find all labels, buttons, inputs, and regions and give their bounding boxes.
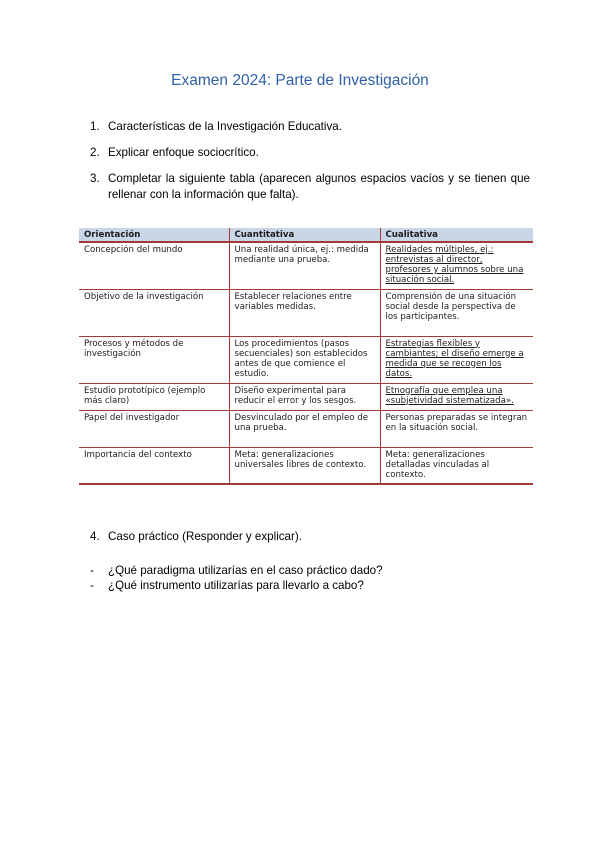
table-cell: Meta: generalizaciones universales libres de contexto. [229, 447, 380, 484]
table-cell: Papel del investigador [79, 410, 229, 447]
table-row [79, 383, 533, 410]
table-cell: Diseño experimental para reducir el error y los sesgos. [229, 383, 380, 410]
table-row [79, 289, 533, 336]
question-2 [90, 145, 530, 161]
question-text: Completar la siguiente tabla (aparecen algunos espacios vacíos y se tienen que rellenar con la información que falta). [108, 172, 530, 201]
list-item-text: ¿Qué paradigma utilizarías en el caso práctico dado? [108, 564, 383, 577]
header-quantitative: Cuantitativa [229, 228, 380, 242]
table-cell: Importancia del contexto [79, 447, 229, 484]
table-cell: Concepción del mundo [84, 245, 183, 255]
table-cell: Etnografía que emplea una «subjetividad sistematizada». [380, 383, 533, 410]
bullet-dash: - [90, 564, 94, 577]
table-cell: Comprensión de una situación social desde la perspectiva de los participantes. [380, 289, 533, 336]
question-number: 2. [90, 146, 100, 159]
table-cell: Procesos y métodos de investigación [79, 336, 229, 383]
question-1 [90, 119, 530, 135]
table-cell: Estudio prototípico (ejemplo más claro) [79, 383, 229, 410]
table-cell: Realidades múltiples, ej.: entrevistas al director, profesores y alumnos sobre una situación social. [380, 242, 533, 289]
header-qualitative: Cualitativa [380, 228, 533, 242]
table-cell: Desvinculado por el empleo de una prueba. [229, 410, 380, 447]
table-header-row [79, 228, 533, 242]
table-cell: Estrategias flexibles y cambiantes; el diseño emerge a medida que se recogen los datos. [380, 336, 533, 383]
question-number: 4. [90, 530, 100, 543]
header-orientation: Orientación [79, 228, 229, 242]
table-row [79, 447, 533, 484]
table-cell: Los procedimientos (pasos secuenciales) son establecidos antes de que comience el estudio. [229, 336, 380, 383]
list-item-text: ¿Qué instrumento utilizarías para llevarlo a cabo? [108, 579, 364, 592]
table-row [79, 336, 533, 383]
question-text: Caso práctico (Responder y explicar). [108, 530, 302, 543]
table-row [79, 410, 533, 447]
table-cell: Establecer relaciones entre variables medidas. [229, 289, 380, 336]
question-number: 3. [90, 172, 100, 185]
table-cell: Objetivo de la investigación [79, 289, 229, 336]
table-cell: Personas preparadas se integran en la situación social. [380, 410, 533, 447]
question-text: Explicar enfoque sociocrítico. [108, 146, 259, 159]
question-3 [90, 171, 530, 203]
question-text: Características de la Investigación Educativa. [108, 120, 342, 133]
question-4 [90, 529, 530, 545]
research-paradigm-table [79, 228, 533, 485]
page-title: Examen 2024: Parte de Investigación [171, 72, 429, 89]
question-number: 1. [90, 120, 100, 133]
bullet-dash: - [90, 579, 94, 592]
table-row [79, 242, 533, 289]
table-cell: Meta: generalizaciones detalladas vinculadas al contexto. [380, 447, 533, 484]
table-cell: Una realidad única, ej.: medida mediante una prueba. [229, 242, 380, 289]
